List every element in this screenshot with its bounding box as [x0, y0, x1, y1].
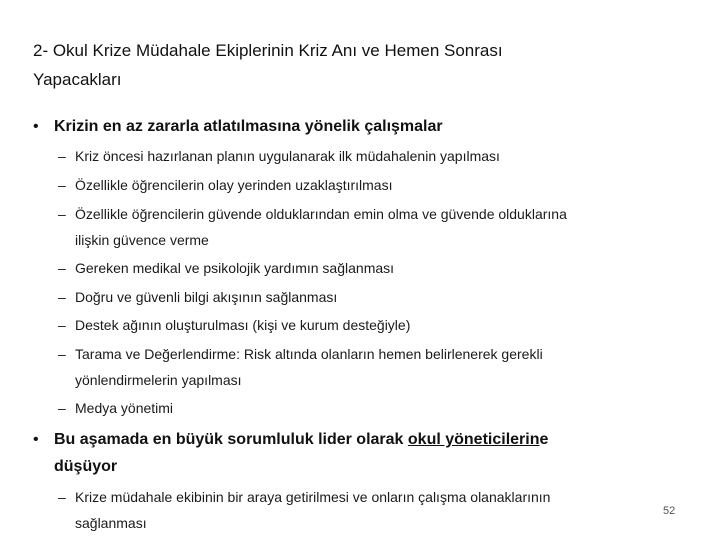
- slide-title-line-1: 2- Okul Krize Müdahale Ekiplerinin Kriz Anı ve Hemen Sonrası: [33, 41, 503, 60]
- list-item-text: Özellikle öğrencilerin güvende olduklarından emin olma ve güvende olduklarına: [75, 206, 567, 222]
- section-2-heading-suffix: e: [539, 431, 549, 448]
- dash-icon: –: [58, 148, 66, 164]
- list-item-text-continued: sağlanması: [75, 515, 147, 531]
- list-item-text: Medya yönetimi: [75, 400, 174, 416]
- list-item-text: Destek ağının oluşturulması (kişi ve kurum desteğiyle): [75, 317, 411, 333]
- list-item-text-continued: ilişkin güvence verme: [75, 232, 209, 248]
- section-2-heading-underlined: okul yöneticilerin: [407, 431, 540, 448]
- bullet-icon: •: [33, 118, 39, 135]
- dash-icon: –: [58, 346, 66, 362]
- dash-icon: –: [58, 206, 66, 222]
- list-item-text-continued: yönlendirmelerin yapılması: [75, 372, 242, 388]
- list-item-text: Gereken medikal ve psikolojik yardımın sağlanması: [75, 260, 395, 276]
- dash-icon: –: [58, 489, 66, 505]
- list-item-text: Tarama ve Değerlendirme: Risk altında olanların hemen belirlenerek gerekli: [75, 346, 543, 362]
- section-1-heading-text: Krizin en az zararla atlatılmasına yönelik çalışmalar: [54, 118, 443, 135]
- dash-icon: –: [58, 317, 66, 333]
- list-item-text: Krize müdahale ekibinin bir araya getirilmesi ve onların çalışma olanaklarının: [75, 489, 551, 505]
- list-item-text: Özellikle öğrencilerin olay yerinden uzaklaştırılması: [75, 177, 393, 193]
- section-2-heading-line-2: düşüyor: [54, 458, 118, 475]
- dash-icon: –: [58, 177, 66, 193]
- dash-icon: –: [58, 400, 66, 416]
- dash-icon: –: [58, 260, 66, 276]
- slide-title: [33, 36, 693, 94]
- list-item-text: Doğru ve güvenli bilgi akışının sağlanması: [75, 289, 338, 305]
- bullet-icon: •: [33, 431, 39, 448]
- page-number: 52: [663, 505, 676, 517]
- section-2-heading-text: Bu aşamada en büyük sorumluluk lider olarak: [54, 431, 408, 448]
- list-item-text: Kriz öncesi hazırlanan planın uygulanarak ilk müdahalenin yapılması: [75, 148, 500, 164]
- slide-title-line-2: Yapacakları: [33, 70, 122, 89]
- dash-icon: –: [58, 289, 66, 305]
